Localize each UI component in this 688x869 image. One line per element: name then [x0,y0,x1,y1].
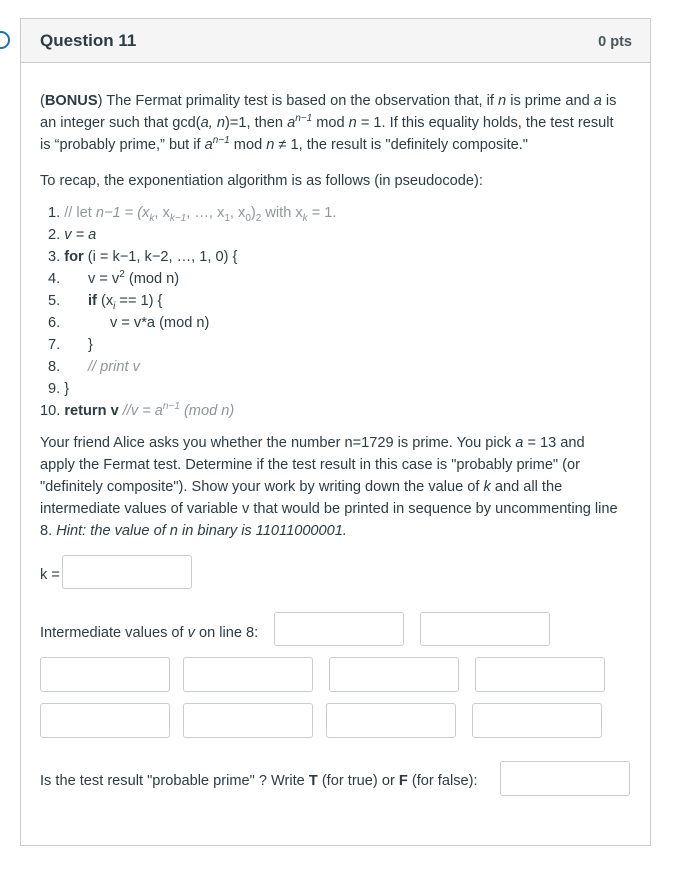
intro-line-3: is “probably prime,” but if $a^{n-1}$ mod n ≠ 1, the result is "definitely composite." [40,135,528,153]
code-line-8-num: 8. [48,359,61,375]
intermediate-value-8[interactable] [183,703,313,738]
question-title: Question 11 [40,31,137,50]
intermediate-value-1[interactable] [274,612,404,646]
intro-line-1: (BONUS) The Fermat primality test is based on the observation that, if n is prime and a is [40,93,617,109]
code-line-5-num: 5. [48,293,61,309]
intermediate-value-7[interactable] [40,703,170,738]
code-line-6-num: 6. [48,315,61,331]
code-line-7: } [88,337,93,353]
task-line-3: "definitely composite"). Show your work by writing down the value of k and all the [40,479,563,495]
task-line-1: Your friend Alice asks you whether the number n=1729 is prime. You pick a = 13 and [40,435,585,451]
intermediate-value-3[interactable] [40,657,170,692]
intermediate-value-2[interactable] [420,612,550,646]
code-line-5: if $(x_i == 1)$ { [88,293,163,312]
intermediate-value-4[interactable] [183,657,313,692]
code-line-8: // print v [88,359,140,375]
question-points: 0 pts [598,34,632,50]
code-line-10: 10. return v $//v = a^{n-1}$ (mod n) [40,401,235,419]
intermediate-value-6[interactable] [475,657,605,692]
k-answer-input[interactable] [62,555,192,589]
code-line-2: 2. v = a [48,227,97,243]
question-header [21,19,650,63]
recap-text: To recap, the exponentiation algorithm is as follows (in pseudocode): [40,173,483,189]
final-question: Is the test result "probable prime" ? Write T (for true) or F (for false): [40,773,478,789]
code-line-4: $v = v^2$ (mod n) [88,269,180,287]
code-line-3: 3. for (i = k−1, k−2, …, 1, 0) { [48,249,238,265]
intermediate-value-9[interactable] [326,703,456,738]
code-line-6: v = v*a (mod n) [110,315,210,331]
intermediate-value-5[interactable] [329,657,459,692]
task-line-2: apply the Fermat test. Determine if the test result in this case is "probably prime" (or [40,457,581,473]
final-answer-input[interactable] [500,761,630,796]
task-line-5: 8. Hint: the value of n in binary is 11011000001. [40,523,347,539]
question-nav-indicator [0,31,10,49]
task-line-4: intermediate values of variable v that would be printed in sequence by uncommenting line [40,501,618,517]
code-line-7-num: 7. [48,337,61,353]
intermediate-label: Intermediate values of v on line 8: [40,625,259,641]
intermediate-value-10[interactable] [472,703,602,738]
intro-line-2: an integer such that gcd(a, n)=1, then $a^{n-1}$ mod n = 1. If this equality holds, the test result [40,113,614,131]
code-line-4-num: 4. [48,271,61,287]
k-label: k = [40,567,60,583]
code-line-9: 9. } [48,381,70,397]
code-line-1: 1. // let $n-1 = (x_k$, $x_{k-1}$, …, $x_1$, $x_0)_2$ with $x_k = 1$. [48,205,337,224]
